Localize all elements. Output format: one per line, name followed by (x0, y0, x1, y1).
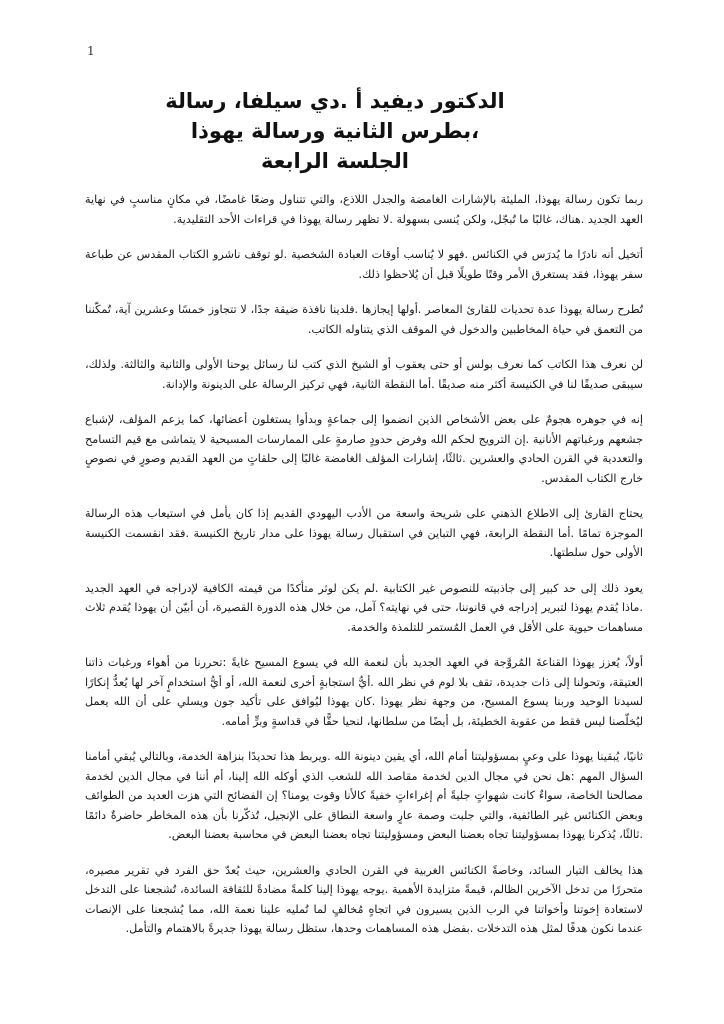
paragraph: إنه في جوهره هجومٌ على بعض الأشخاص الذين انضموا إلى جماعةٍ وبدأوا يستغلون أعضائها، كما يزعم المؤلف، لإشباع جشعهم ورغباتهم الأنانية .إن الترويج لحكم الله وفرض حدودٍ صارمةٍ على الممارسات المسيحية لا يتماشى مع قيم التسامح والتعددية في القرن الحادي والعشرين .ثالثًا، إشارات المؤلف الغامضة غالبًا إلى حلقاتٍ من العهد القديم وصورٍ في نصوصٍ خارج الكتاب المقدس. (85, 413, 643, 485)
paragraph: أتخيل أنه نادرًا ما يُدرَس في الكنائس .فهو لا يُناسب أوقات العبادة الشخصية .لو توقف ناشرو الكتاب المقدس عن طباعة سفر يهوذا، فقد يستغرق الأمر وقتًا طويلًا قبل أن يُلاحظوا ذلك. (85, 248, 643, 281)
paragraph: تُطرح رسالة يهوذا عدة تحديات للقارئ المعاصر .أولها إيجازها .فلدينا نافذة ضيقة جدًا، لا تتجاوز خمسًا وعشرين آية، تُمكّننا من التعمق في حياة المخاطبين والدخول في الموقف الذي يتناوله الكاتب. (85, 303, 643, 336)
title-line: الدكتور ديفيد أ .دي سيلفا، رسالة (165, 89, 505, 113)
paragraph: أولاً، يُعزز يهوذا القناعةَ المُروَّجة في العهد الجديد بأن لنعمة الله في يسوع المسيح غايةً :تحررنا من أهواء ورغبات ذاتنا العتيقة، وتحولنا إلى ذات جديدة، تقف بلا لوم في نظر الله .أيُّ استجابةٍ أخرى لنعمة الله، أو أيُّ استخدامٍ آخر لها يُعدُّ إنكارًا لسيدنا الوحيد وربنا يسوع المسيح، من وجهة نظر يهوذا .كان يهوذا ليُوافق على تأكيد جون ويسلي على أن الله يعمل ليُخلّصنا ليس فقط من عقوبة الخطيئة، بل أيضًا من سلطانها، لنحيا حقًّا في قداسةٍ وبرٍّ أمامه. (85, 656, 643, 728)
document-title (120, 86, 550, 176)
title-line: الجلسة الرابعة (260, 149, 410, 173)
paragraph: يعود ذلك إلى حد كبير إلى جاذبيته للنصوص غير الكتابية .لم يكن لوثر متأكدًا من قيمته الكافية لإدراجه في العهد الجديد .ماذا يُقدم يهوذا لتبرير إدراجه في قانوننا، حتى في نهايته؟ آمل، من خلال هذه الدورة القصيرة، أن أبيّن أن يهوذا يُقدم ثلاث مساهمات حيوية على الأقل في العمل المُستمر للتلمذة والخدمة. (85, 581, 643, 634)
page-number: 1 (87, 44, 95, 58)
paragraph: ثانيًا، يُبقينا يهوذا على وعيٍ بمسؤوليتنا أمام الله، أي يقين دينونة الله .ويربط هذا تحديدًا بنزاهة الخدمة، وبالتالي يُبقي أمامنا السؤال المهم :هل نحن في مجال الدين لخدمة مقاصد الله للشعب الذي أوكله الله إلينا، أم أننا في مجال الدين لخدمة مصالحنا الخاصة، سواءٌ كانت شهواتٍ جليةً أم إغراءاتٍ خفيةً كالأنا وقوت يومنا؟ إن الفضائح التي هزت العديد من الطوائف وبعض الكنائس غير الطائفية، والتي جلبت وصمة عارٍ واسعة النطاق على الإنجيل، تُذكّرنا بأن هذه المخاطر حاضرةٌ دائمًا .ثالثًا، يُذكرنا يهوذا بمسؤوليتنا تجاه بعضنا البعض ومسؤوليتنا تجاه بعضنا البعض في محاسبة بعضنا البعض. (85, 750, 643, 841)
title-line: ،بطرس الثانية ورسالة يهوذا (190, 119, 480, 143)
paragraph: يحتاج القارئ إلى الاطلاع الذهني على شريحة واسعة من الأدب اليهودي القديم إذا كان يأمل في استيعاب هذه الرسالة الموجزة تمامًا .أما النقطة الرابعة، فهي التباين في استقبال رسالة يهوذا على مدار تاريخ الكنيسة .فقد انقسمت الكنيسة الأولى حول سلطتها. (85, 507, 643, 559)
document-body (85, 190, 643, 955)
paragraph: لن نعرف هذا الكاتب كما نعرف بولس أو حتى يعقوب أو الشيخ الذي كتب لنا رسائل يوحنا الأولى والثانية والثالثة. ولذلك، سيبقى صديقًا لنا في الكنيسة أكثر منه صديقًا .أما النقطة الثانية، فهي تركيز الرسالة على الدينونة والإدانة. (85, 358, 643, 391)
paragraph: هذا يخالف التيار السائد، وخاصةً الكنائس الغربية في القرن الحادي والعشرين، حيث يُعدّ حق الفرد في تقرير مصيره، متحررًا من تدخل الآخرين الظالم، قيمةً متزايدة الأهمية .يوجه يهوذا إلينا كلمةً مضادةً للثقافة السائدة، تُشجعنا على التدخل لاستعادة إخوتنا وأخواتنا في الرب الذين يسيرون في اتجاهٍ مُخالفٍ لما تُمليه علينا نعمة الله، مما يُشجعنا على الإنصات عندما نكون هدفًا لمثل هذه التدخلات .بفضل هذه المساهمات وحدها، ستظل رسالة يهوذا جديرةً بالاهتمام والتأمل. (85, 863, 643, 935)
paragraph: ربما تكون رسالة يهوذا، المليئة بالإشارات الغامضة والجدل اللاذع، والتي تتناول وضعًا غامضًا، في مكانٍ مناسبٍ في نهاية العهد الجديد .هناك، غالبًا ما تُبجّل، ولكن يُنسى بسهولة .لا تظهر رسالة يهوذا في قراءات الأحد التقليدية. (85, 193, 643, 226)
